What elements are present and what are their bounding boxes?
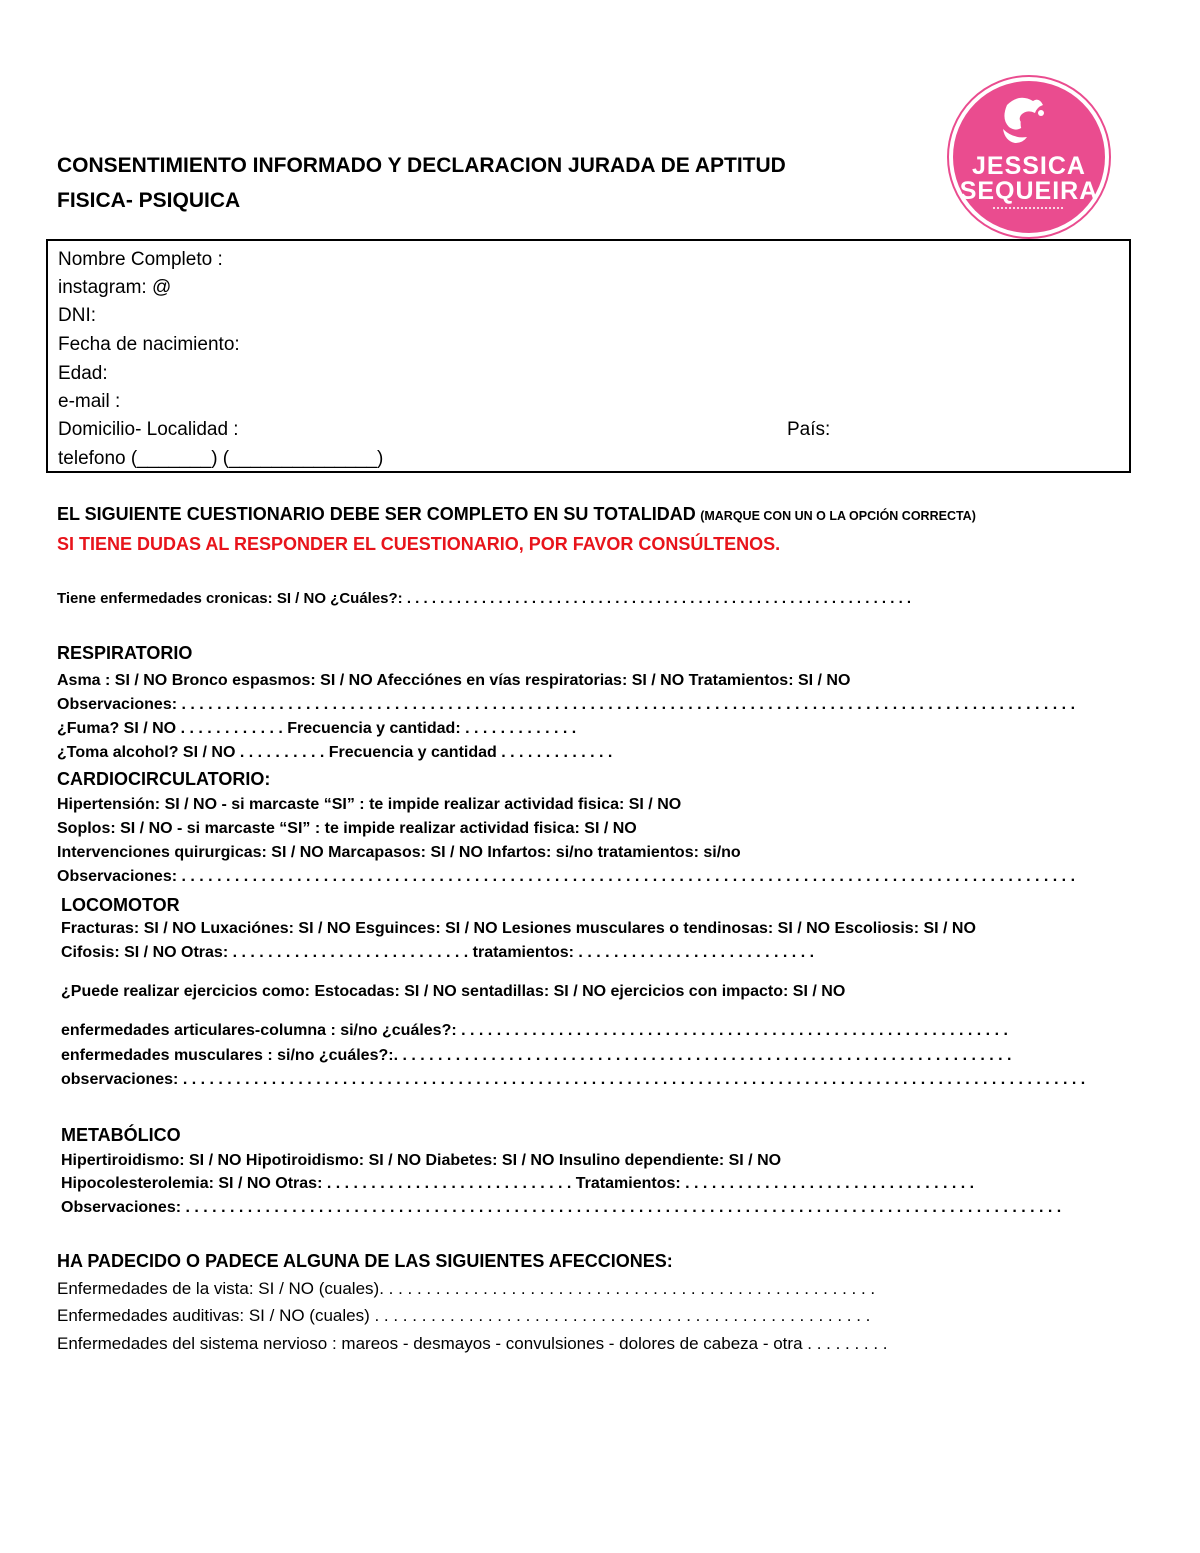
afecciones-nervioso[interactable]: Enfermedades del sistema nervioso : mareos - desmayos - convulsiones - dolores de cabeza - otra . . . . . . . . . — [57, 1334, 888, 1353]
section-heading-respiratorio: RESPIRATORIO — [57, 643, 193, 663]
locomotor-line6[interactable]: observaciones: . . . . . . . . . . . . . . . . . . . . . . . . . . . . . . . . . . . . . . . . . . . . . . . . . . . . . . . . . . . . . . . . . . . . . . . . . . . . . . . . . . . . . . . . . . . . . . . . . . . . . . — [61, 1071, 1086, 1088]
page-title-line2: FISICA- PSIQUICA — [57, 189, 241, 212]
intro-line1 — [57, 504, 976, 525]
intro-main-text: EL SIGUIENTE CUESTIONARIO DEBE SER COMPLETO EN SU TOTALIDAD — [57, 504, 696, 524]
cardio-line4[interactable]: Observaciones: . . . . . . . . . . . . . . . . . . . . . . . . . . . . . . . . . . . . . . . . . . . . . . . . . . . . . . . . . . . . . . . . . . . . . . . . . . . . . . . . . . . . . . . . . . . . . . . . . . . . . — [57, 868, 1076, 885]
intro-line2-warning: SI TIENE DUDAS AL RESPONDER EL CUESTIONARIO, POR FAVOR CONSÚLTENOS. — [57, 534, 781, 554]
brand-logo — [947, 75, 1111, 239]
section-heading-afecciones: HA PADECIDO O PADECE ALGUNA DE LAS SIGUIENTES AFECCIONES: — [57, 1251, 673, 1271]
afecciones-auditivas[interactable]: Enfermedades auditivas: SI / NO (cuales) . . . . . . . . . . . . . . . . . . . . . . . . . . . . . . . . . . . . . . . . . . . . . . . . . . . . . — [57, 1306, 871, 1325]
locomotor-line5[interactable]: enfermedades musculares : si/no ¿cuáles?:. . . . . . . . . . . . . . . . . . . . . . . . . . . . . . . . . . . . . . . . . . . . . . . . . . . . . . . . . . . . . . . . . . . . . . — [61, 1047, 1012, 1064]
logo-text-top: JESSICA — [972, 152, 1086, 180]
cardio-line3[interactable]: Intervenciones quirurgicas: SI / NO Marcapasos: SI / NO Infartos: si/no tratamientos: si/no — [57, 844, 741, 861]
locomotor-line3[interactable]: ¿Puede realizar ejercicios como: Estocadas: SI / NO sentadillas: SI / NO ejercicios con impacto: SI / NO — [61, 983, 846, 1000]
logo-text-bottom: SEQUEIRA — [959, 177, 1099, 205]
locomotor-line2[interactable]: Cifosis: SI / NO Otras: . . . . . . . . . . . . . . . . . . . . . . . . . . . tratamientos: . . . . . . . . . . . . . . . . . . . . . . . . . . . — [61, 944, 815, 961]
respiratorio-line2[interactable]: Observaciones: . . . . . . . . . . . . . . . . . . . . . . . . . . . . . . . . . . . . . . . . . . . . . . . . . . . . . . . . . . . . . . . . . . . . . . . . . . . . . . . . . . . . . . . . . . . . . . . . . . . . . — [57, 696, 1076, 713]
personal-info-box — [46, 239, 1131, 473]
respiratorio-line4[interactable]: ¿Toma alcohol? SI / NO . . . . . . . . . . Frecuencia y cantidad . . . . . . . . . . . . . — [57, 744, 613, 761]
section-heading-cardio: CARDIOCIRCULATORIO: — [57, 769, 271, 789]
field-domicilio[interactable]: Domicilio- Localidad : — [58, 419, 239, 440]
afecciones-vista[interactable]: Enfermedades de la vista: SI / NO (cuales). . . . . . . . . . . . . . . . . . . . . . . . . . . . . . . . . . . . . . . . . . . . . . . . . . . . . — [57, 1279, 876, 1298]
respiratorio-line3[interactable]: ¿Fuma? SI / NO . . . . . . . . . . . . Frecuencia y cantidad: . . . . . . . . . . . . . — [57, 720, 577, 737]
metabolico-line2[interactable]: Hipocolesterolemia: SI / NO Otras: . . . . . . . . . . . . . . . . . . . . . . . . . . . . Tratamientos: . . . . . . . . . . . . . . . . . . . . . . . . . . . . . . . . . — [61, 1175, 975, 1192]
cardio-line1[interactable]: Hipertensión: SI / NO - si marcaste “SI” : te impide realizar actividad fisica: SI / NO — [57, 796, 682, 813]
page-title-line1: CONSENTIMIENTO INFORMADO Y DECLARACION JURADA DE APTITUD — [57, 154, 786, 177]
field-dni[interactable]: DNI: — [58, 305, 96, 326]
locomotor-line1[interactable]: Fracturas: SI / NO Luxaciónes: SI / NO Esguinces: SI / NO Lesiones musculares o tendinosas: SI / NO Escoliosis: SI / NO — [61, 920, 976, 937]
field-fecha-nacimiento[interactable]: Fecha de nacimiento: — [58, 334, 240, 355]
cronicas-question[interactable]: Tiene enfermedades cronicas: SI / NO ¿Cuáles?: . . . . . . . . . . . . . . . . . . . . . . . . . . . . . . . . . . . . . . . . . . . . . . . . . . . . . . . . . . . . . — [57, 590, 912, 607]
field-edad[interactable]: Edad: — [58, 363, 108, 384]
intro-note: (MARQUE CON UN O LA OPCIÓN CORRECTA) — [700, 509, 976, 523]
field-nombre[interactable]: Nombre Completo : — [58, 249, 223, 270]
cardio-line2[interactable]: Soplos: SI / NO - si marcaste “SI” : te impide realizar actividad fisica: SI / NO — [57, 820, 637, 837]
metabolico-line3[interactable]: Observaciones: . . . . . . . . . . . . . . . . . . . . . . . . . . . . . . . . . . . . . . . . . . . . . . . . . . . . . . . . . . . . . . . . . . . . . . . . . . . . . . . . . . . . . . . . . . . . . . . . . . . — [61, 1199, 1062, 1216]
field-email[interactable]: e-mail : — [58, 391, 121, 412]
section-heading-metabolico: METABÓLICO — [61, 1125, 181, 1145]
respiratorio-line1[interactable]: Asma : SI / NO Bronco espasmos: SI / NO Afecciónes en vías respiratorias: SI / NO Tratamientos: SI / NO — [57, 672, 851, 689]
locomotor-line4[interactable]: enfermedades articulares-columna : si/no ¿cuáles?: . . . . . . . . . . . . . . . . . . . . . . . . . . . . . . . . . . . . . . . . . . . . . . . . . . . . . . . . . . . . . . — [61, 1022, 1008, 1039]
field-pais[interactable]: País: — [787, 419, 831, 440]
field-telefono[interactable]: telefono (_______) (______________) — [58, 448, 384, 469]
metabolico-line1[interactable]: Hipertiroidismo: SI / NO Hipotiroidismo: SI / NO Diabetes: SI / NO Insulino dependiente: SI / NO — [61, 1152, 782, 1169]
field-instagram[interactable]: instagram: @ — [58, 277, 172, 298]
section-heading-locomotor: LOCOMOTOR — [61, 895, 180, 915]
